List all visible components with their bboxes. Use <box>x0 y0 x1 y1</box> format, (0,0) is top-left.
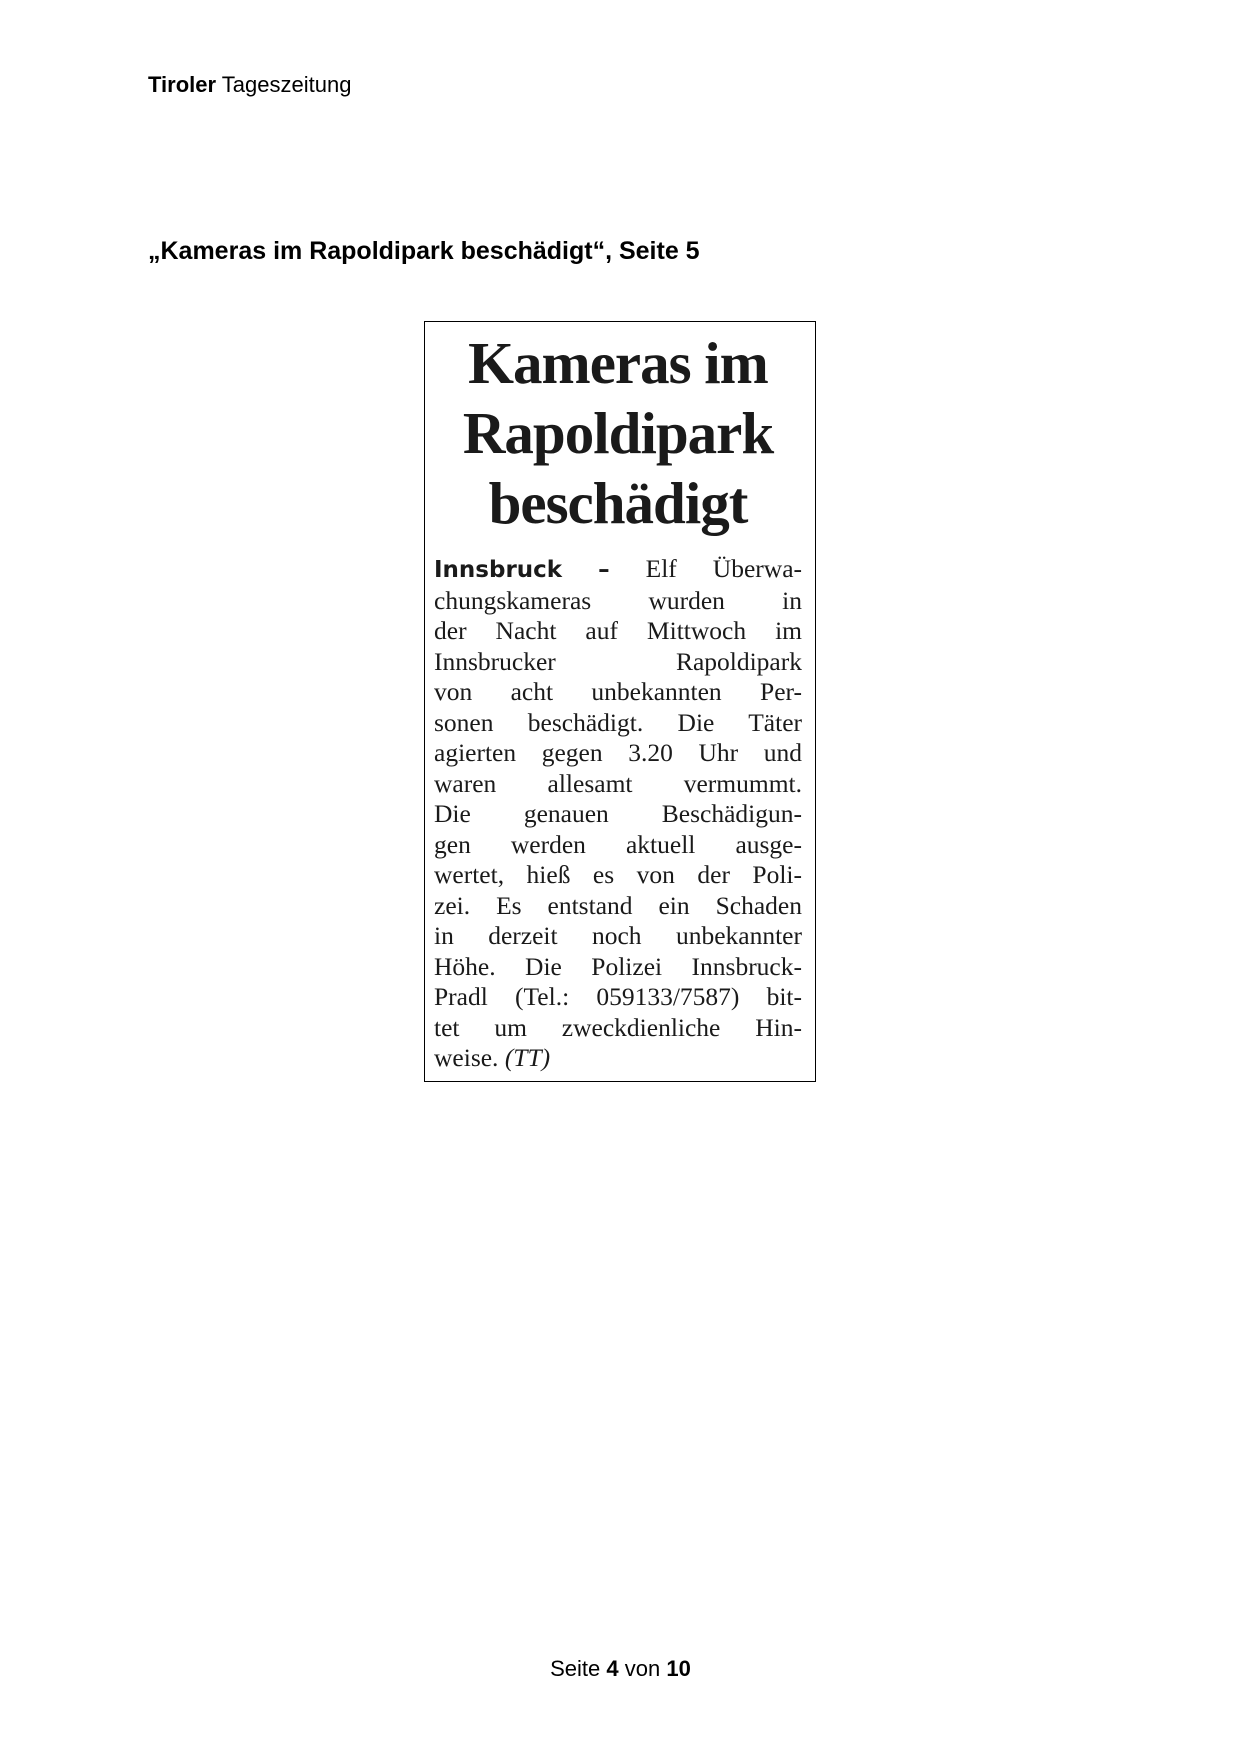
article-line: Elf Überwa- <box>645 554 803 583</box>
article-line: der Nacht auf Mittwoch im <box>434 616 802 645</box>
article-line: Höhe. Die Polizei Innsbruck- <box>434 951 802 981</box>
article-headline <box>434 328 802 538</box>
article-line: waren allesamt vermummt. <box>434 768 802 798</box>
publication-name-regular: Tageszeitung <box>221 72 352 97</box>
article-line: agierten gegen 3.20 Uhr und <box>434 738 802 767</box>
article-line: in derzeit noch unbekannter <box>434 921 802 950</box>
headline-line: Kameras im <box>468 330 768 396</box>
article-first-line <box>434 554 802 586</box>
article-line: zei. Es entstand ein Schaden <box>434 890 802 920</box>
document-title: „Kameras im Rapoldipark beschädigt“, Seite 5 <box>148 237 700 265</box>
article-body <box>434 554 802 1074</box>
article-line: wertet, hieß es von der Poli- <box>434 860 802 889</box>
headline-line: Rapoldipark <box>462 400 774 466</box>
article-last-line <box>434 1043 802 1074</box>
publication-name-bold: Tiroler <box>148 72 217 97</box>
article-line: weise. <box>434 1043 499 1072</box>
page-separator: von <box>624 1656 661 1681</box>
article-dateline: Innsbruck <box>434 557 563 583</box>
page-label: Seite <box>550 1656 601 1681</box>
newspaper-clipping <box>424 321 816 1082</box>
current-page-number: 4 <box>606 1656 619 1681</box>
article-line: von acht unbekannten Per- <box>434 677 802 706</box>
total-pages-number: 10 <box>666 1656 691 1681</box>
article-line: tet um zweckdienliche Hin- <box>434 1012 802 1042</box>
article-line: gen werden aktuell ausge- <box>434 829 802 859</box>
article-line: Innsbrucker Rapoldipark <box>434 646 802 676</box>
headline-line: beschädigt <box>488 470 748 536</box>
article-line: Die genauen Beschädigun- <box>434 799 802 828</box>
publication-masthead <box>148 72 351 98</box>
article-credit: (TT) <box>504 1043 551 1072</box>
article-line: chungskameras wurden in <box>434 585 802 615</box>
article-line: sonen beschädigt. Die Täter <box>434 707 802 737</box>
page-footer <box>0 1656 1241 1682</box>
article-line: Pradl (Tel.: 059133/7587) bit- <box>434 982 802 1011</box>
dateline-dash: – <box>598 557 610 583</box>
